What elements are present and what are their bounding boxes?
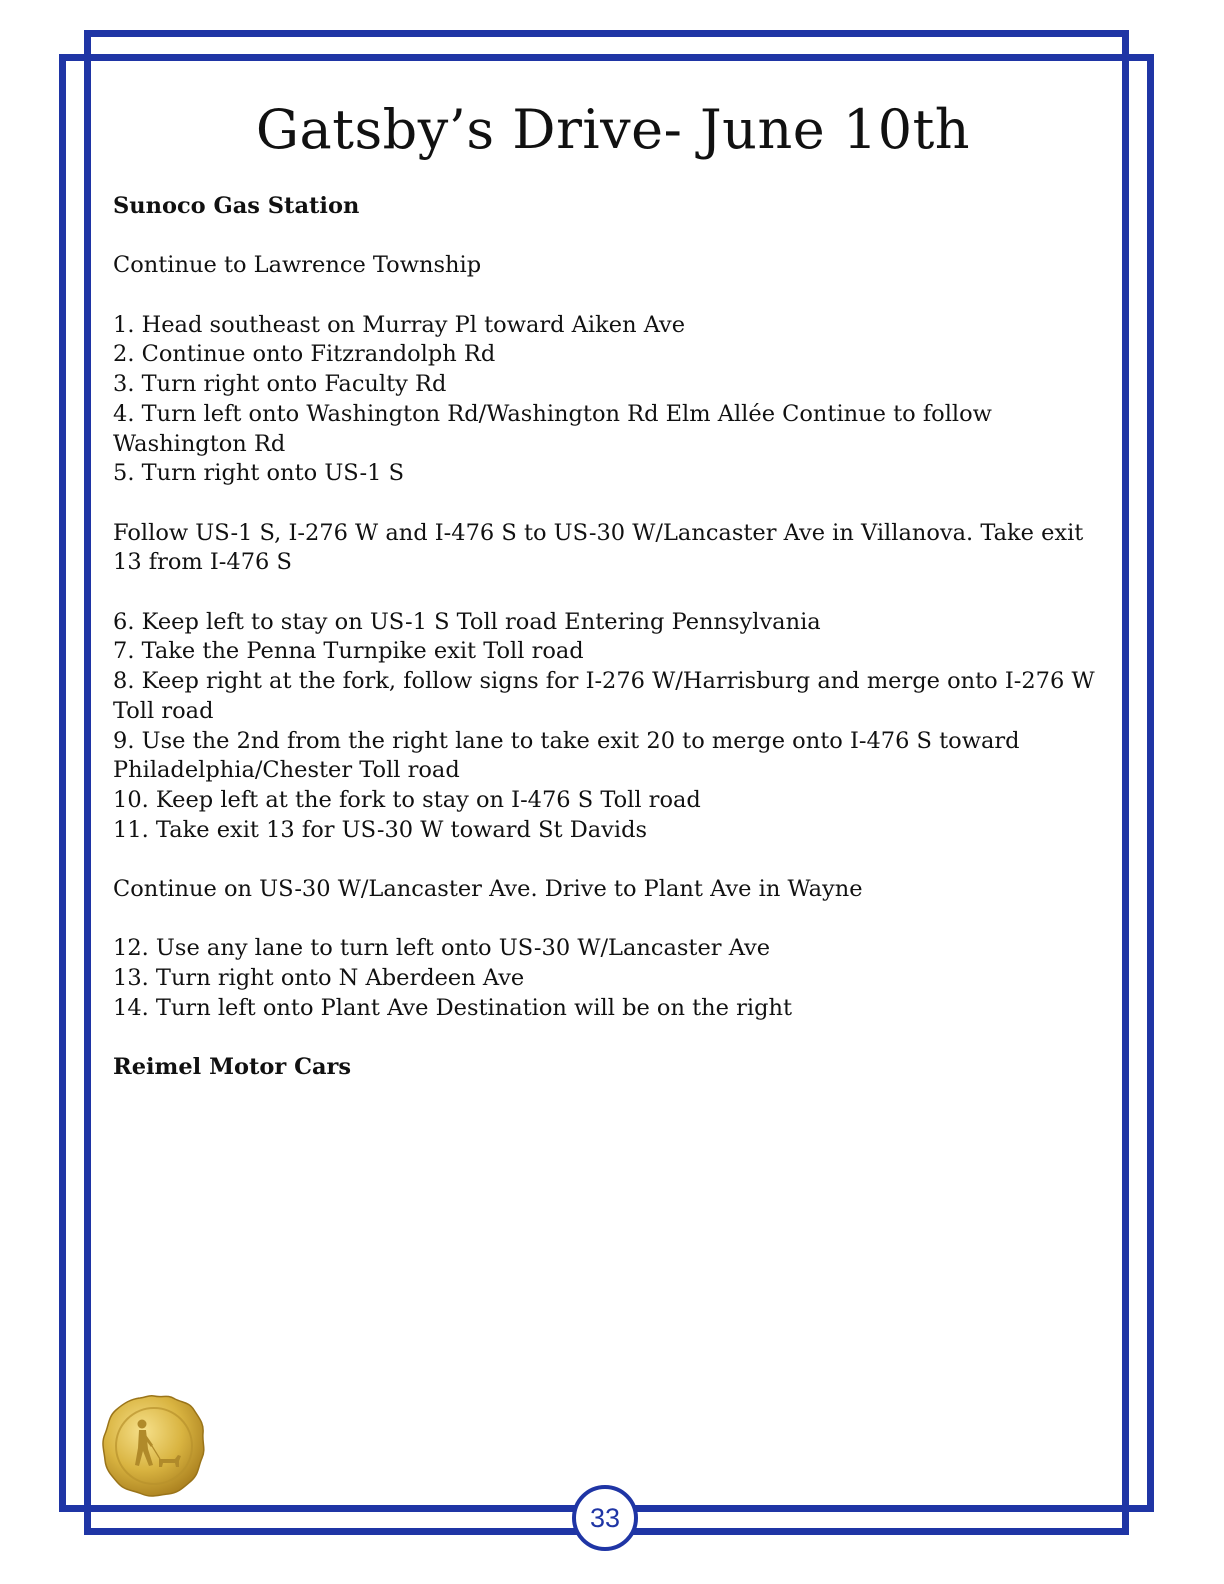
page-number-badge: 33 xyxy=(572,1485,638,1551)
section-intro-3: Continue on US-30 W/Lancaster Ave. Drive to Plant Ave in Wayne xyxy=(113,876,863,903)
direction-step: 3. Turn right onto Faculty Rd xyxy=(113,371,447,398)
direction-step: 7. Take the Penna Turnpike exit Toll road xyxy=(113,638,584,665)
page-title: Gatsby’s Drive- June 10th xyxy=(255,98,971,161)
direction-step: 1. Head southeast on Murray Pl toward Aiken Ave xyxy=(113,311,686,338)
direction-step: 12. Use any lane to turn left onto US-30 W/Lancaster Ave xyxy=(113,935,771,962)
direction-step: 6. Keep left to stay on US-1 S Toll road Entering Pennsylvania xyxy=(113,608,821,635)
direction-step: 5. Turn right onto US-1 S xyxy=(113,460,405,487)
steps-group-b xyxy=(113,608,1113,846)
direction-step: 14. Turn left onto Plant Ave Destination will be on the right xyxy=(113,994,793,1021)
destination-location: Reimel Motor Cars xyxy=(113,1054,352,1081)
wax-seal-walker-with-dog-icon xyxy=(101,1393,207,1499)
direction-step: 4. Turn left onto Washington Rd/Washington Rd Elm Allée Continue to follow Washington Rd xyxy=(113,400,992,457)
direction-step: 13. Turn right onto N Aberdeen Ave xyxy=(113,965,525,992)
start-location: Sunoco Gas Station xyxy=(113,193,360,219)
directions-content xyxy=(113,92,1113,1083)
direction-step: 10. Keep left at the fork to stay on I-476 S Toll road xyxy=(113,787,701,813)
section-intro-1: Continue to Lawrence Township xyxy=(113,252,482,279)
section-intro-2: Follow US-1 S, I-276 W and I-476 S to US-30 W/Lancaster Ave in Villanova. Take exit 13 from I-476 S xyxy=(113,519,1084,576)
direction-step: 8. Keep right at the fork, follow signs for I-276 W/Harrisburg and merge onto I-276 W Toll road xyxy=(113,668,1095,724)
steps-group-c xyxy=(113,934,1113,1023)
steps-group-a xyxy=(113,311,1113,489)
direction-step: 2. Continue onto Fitzrandolph Rd xyxy=(113,341,496,368)
direction-step: 11. Take exit 13 for US-30 W toward St Davids xyxy=(113,816,648,843)
direction-step: 9. Use the 2nd from the right lane to take exit 20 to merge onto I-476 S toward Philadelphia/Chester Toll road xyxy=(113,727,1020,784)
